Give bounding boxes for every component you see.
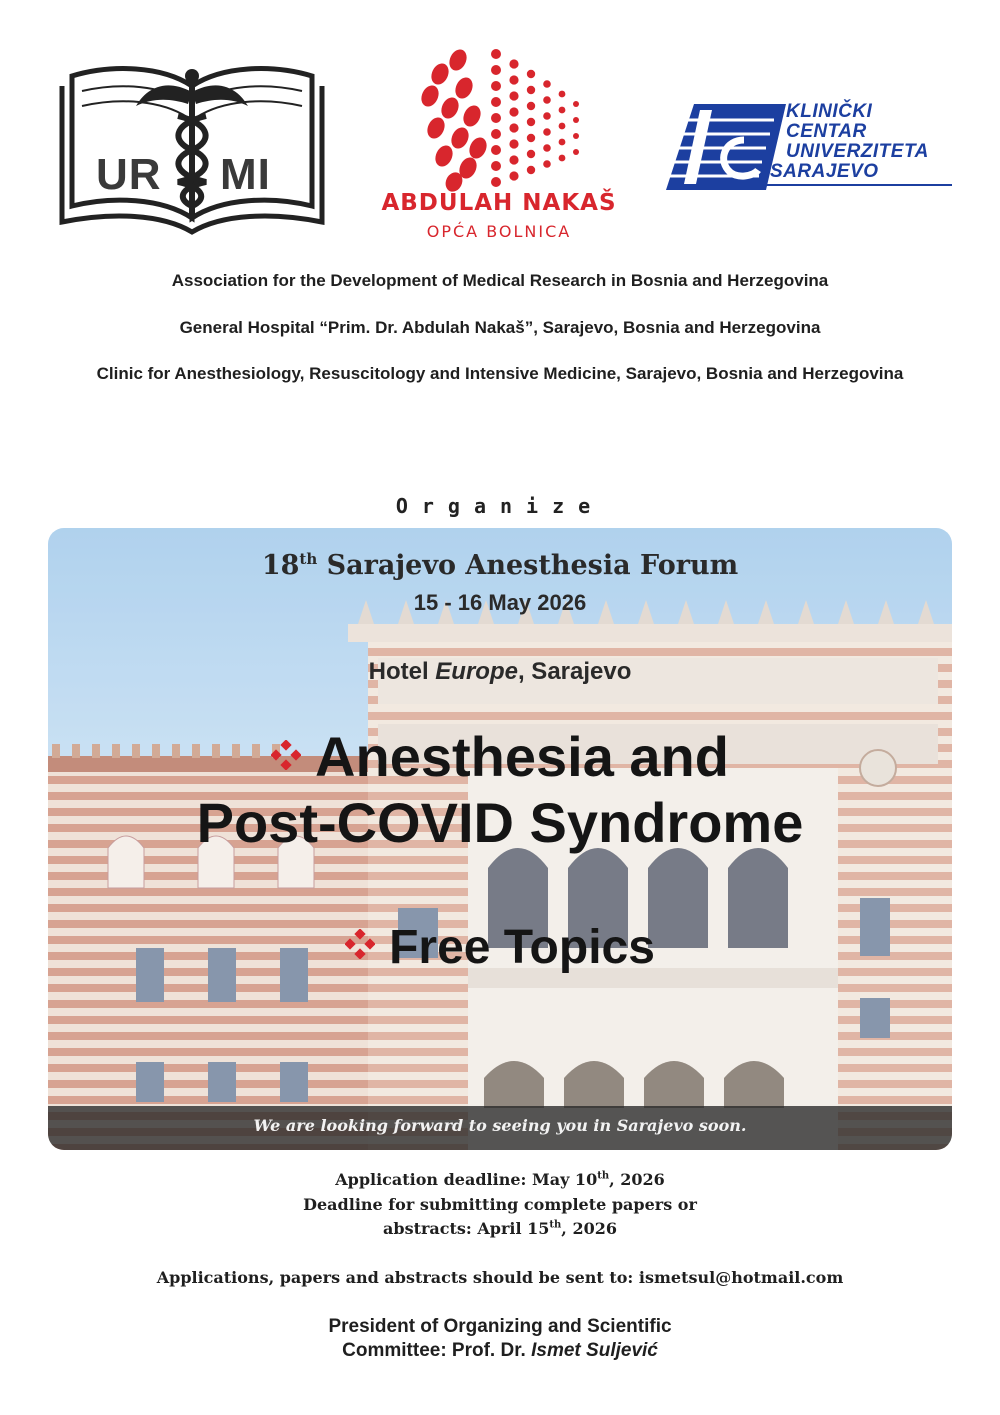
urmi-left-letters: UR — [96, 150, 162, 199]
papers-deadline-line1: Deadline for submitting complete papers or — [303, 1195, 697, 1214]
president-line1: President of Organizing and Scientific — [328, 1316, 672, 1337]
topic2-label: Free Topics — [389, 921, 655, 974]
event-banner — [48, 528, 952, 1150]
nakas-logo-subtitle: OPĆA BOLNICA — [426, 222, 572, 241]
venue-prefix: Hotel — [368, 658, 436, 685]
kcus-line-3: UNIVERZITETA — [786, 141, 929, 162]
kcus-logo — [666, 100, 956, 192]
application-deadline-suffix: th — [597, 1170, 610, 1182]
papers-deadline-line2 — [0, 1219, 1000, 1238]
application-deadline-text: Application deadline: May 10 — [335, 1170, 598, 1189]
contact-email-line: Applications, papers and abstracts should be sent to: ismetsul@hotmail.com — [156, 1268, 844, 1287]
papers-deadline-suffix: th — [549, 1219, 562, 1231]
banner-footer-message: We are looking forward to seeing you in Sarajevo soon. — [48, 1106, 952, 1150]
kcus-line-4: SARAJEVO — [770, 161, 879, 182]
event-edition: 18 — [261, 550, 300, 581]
event-name: Sarajevo Anesthesia Forum — [326, 550, 739, 581]
event-venue — [48, 658, 952, 686]
event-edition-suffix: th — [299, 550, 318, 568]
kcus-line-2: CENTAR — [786, 121, 867, 142]
organizer-association: Association for the Development of Medical Research in Bosnia and Herzegovina — [171, 271, 829, 290]
papers-deadline-text: abstracts: April 15 — [383, 1219, 550, 1238]
kcus-underline — [766, 184, 952, 186]
diamond-bullet-icon — [271, 740, 301, 770]
president-name: Ismet Suljević — [531, 1340, 658, 1361]
venue-hotel-name: Europe — [435, 658, 518, 685]
event-title — [48, 550, 952, 581]
abdulah-nakas-logo — [366, 44, 632, 240]
application-deadline — [0, 1170, 1000, 1189]
urmi-logo — [52, 46, 332, 236]
open-book-caduceus-icon — [52, 46, 332, 236]
red-dots-building-icon — [366, 44, 632, 194]
nakas-logo-name: ABDULAH NAKAŠ — [381, 190, 617, 216]
papers-deadline-year: , 2026 — [561, 1219, 617, 1238]
event-dates: 15 - 16 May 2026 — [413, 590, 587, 615]
topic-free-topics — [48, 920, 952, 975]
president-line2-prefix: Committee: Prof. Dr. — [342, 1340, 532, 1361]
topic-anesthesia-post-covid — [48, 724, 952, 856]
diamond-bullet-icon — [345, 929, 375, 959]
kcus-emblem-icon — [666, 100, 786, 192]
venue-suffix: , Sarajevo — [517, 658, 632, 685]
kcus-line-1: KLINIČKI — [786, 101, 873, 122]
organizer-hospital: General Hospital “Prim. Dr. Abdulah Nakaš”, Sarajevo, Bosnia and Herzegovina — [179, 318, 821, 337]
topic1-line2: Post-COVID Syndrome — [196, 791, 804, 854]
application-deadline-year: , 2026 — [609, 1170, 665, 1189]
topic1-line1: Anesthesia and — [315, 725, 729, 788]
president-line2 — [0, 1340, 1000, 1362]
organizer-clinic: Clinic for Anesthesiology, Resuscitology and Intensive Medicine, Sarajevo, Bosnia and Herzegovina — [96, 364, 904, 383]
organize-label: Organize — [395, 494, 605, 518]
urmi-right-letters: MI — [220, 150, 271, 199]
